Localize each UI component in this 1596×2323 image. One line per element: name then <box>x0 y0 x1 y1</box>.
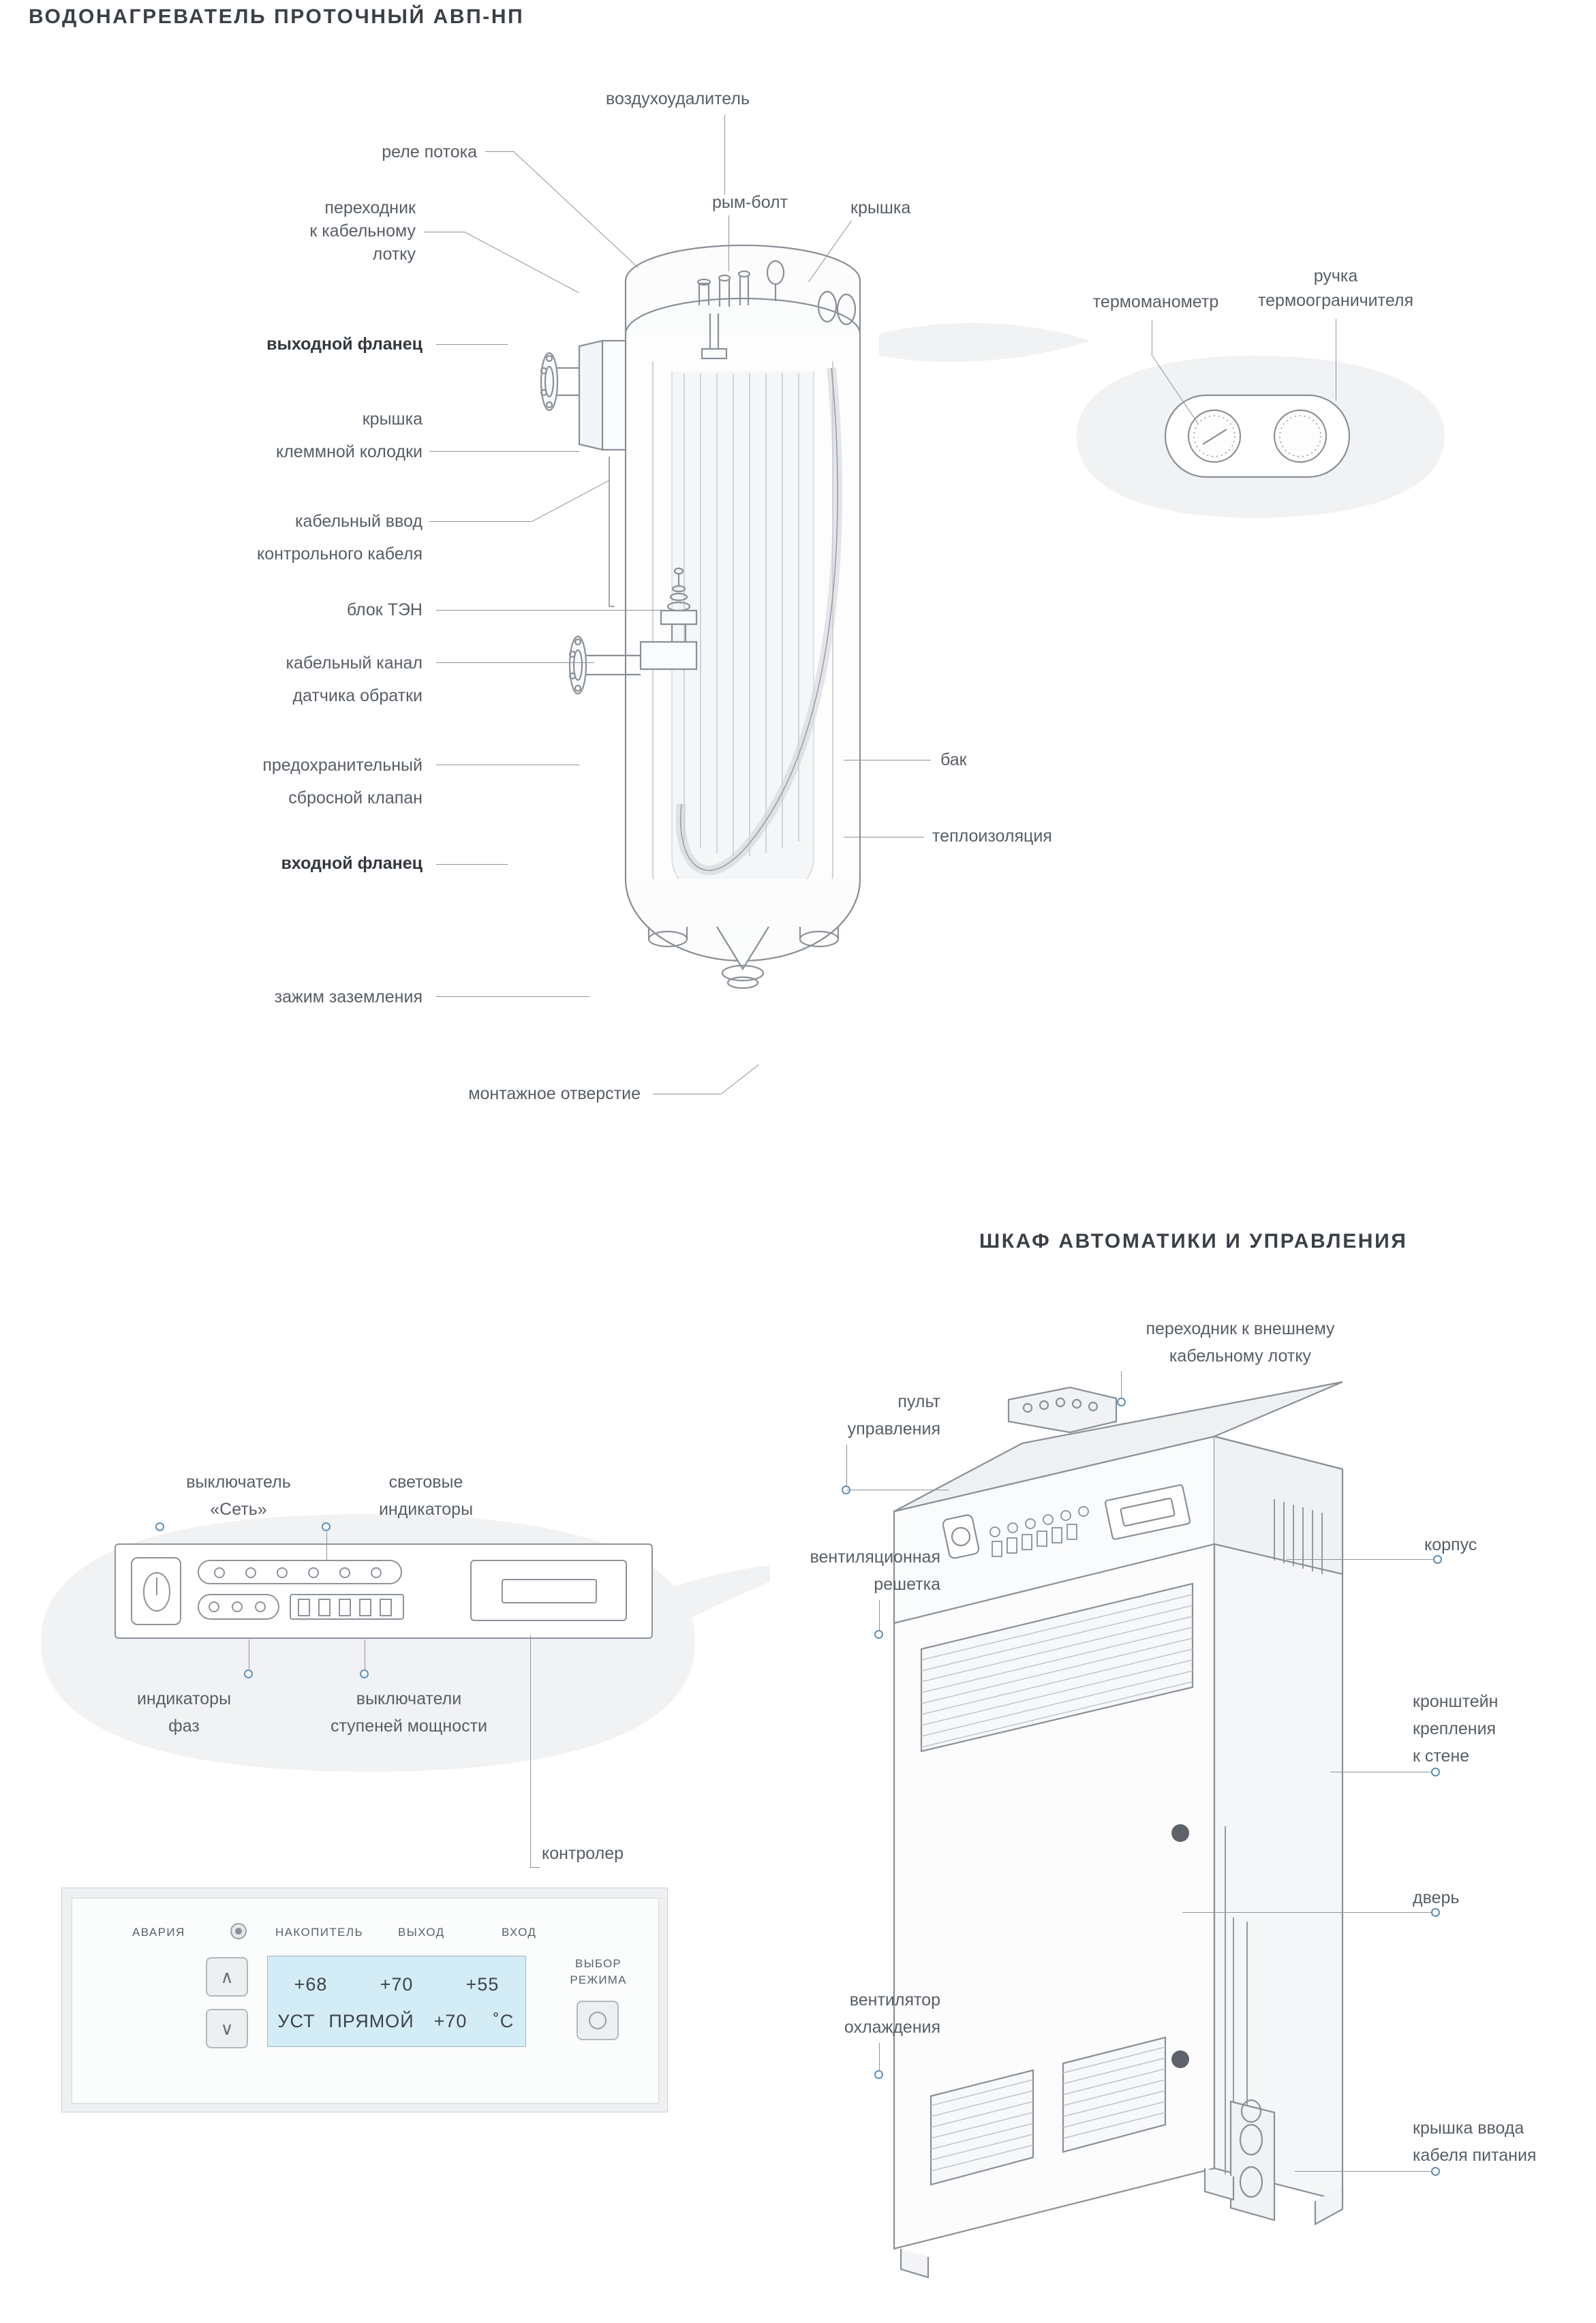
dot-ext-tray-adapter <box>1117 1398 1126 1406</box>
leader-body-h <box>1287 1559 1438 1560</box>
panel-display-screen <box>502 1579 597 1603</box>
label-mains-switch-1: выключатель <box>186 1473 291 1492</box>
label-heating-block: блок ТЭН <box>346 600 423 619</box>
label-phase-indicators-1: индикаторы <box>136 1689 232 1708</box>
label-tray-adapter-1: переходник <box>324 198 416 217</box>
label-controller: контролер <box>542 1844 624 1863</box>
leader-cooling-fan-v <box>879 2043 880 2073</box>
leader-control-panel-v <box>846 1445 847 1487</box>
controller-header-output: ВЫХОД <box>398 1926 445 1939</box>
label-phase-indicators-2: фаз <box>168 1717 200 1736</box>
label-vent-grille-2: решетка <box>874 1575 940 1594</box>
label-control-cable-inlet-1: кабельный ввод <box>294 512 423 531</box>
label-terminal-cover-1: крышка <box>362 410 423 429</box>
label-tray-adapter-2: к кабельному <box>309 221 416 241</box>
label-thermomanometer: термоманометр <box>1092 292 1219 311</box>
indicator-lamp <box>339 1567 350 1578</box>
dot-indicators <box>322 1522 331 1531</box>
phase-indicator <box>255 1601 266 1612</box>
label-cooling-fan-1: вентилятор <box>849 1990 940 2010</box>
leader-controller-h <box>530 1867 540 1868</box>
label-mounting-hole: монтажное отверстие <box>468 1084 641 1103</box>
label-door: дверь <box>1413 1888 1460 1907</box>
label-inlet-flange: входной фланец <box>281 854 423 873</box>
label-return-channel-1: кабельный канал <box>286 653 423 673</box>
label-thermo-knob-1: ручка <box>1313 266 1358 286</box>
label-outlet-flange: выходной фланец <box>266 335 423 354</box>
label-mains-switch-2: «Сеть» <box>210 1500 267 1519</box>
leader-ext-tray-v <box>1121 1371 1122 1401</box>
lcd-setpoint-label: УСТ <box>277 2011 316 2031</box>
label-control-cable-inlet-2: контрольного кабеля <box>256 544 423 564</box>
lcd-values-row <box>268 1974 525 1995</box>
leader-door-h <box>1182 1912 1436 1913</box>
label-insulation: теплоизоляция <box>932 827 1052 846</box>
lcd-input-value: +55 <box>465 1974 500 1995</box>
phase-indicators-group <box>198 1594 279 1620</box>
label-tray-adapter-3: лотку <box>372 245 416 264</box>
leader-flow-relay-h <box>485 151 514 152</box>
dot-body <box>1433 1555 1442 1564</box>
controller-alarm-label: АВАРИЯ <box>132 1926 185 1939</box>
label-safety-valve-2: сбросной клапан <box>288 788 423 807</box>
label-power-steps-1: выключатели <box>356 1689 462 1708</box>
label-eye-bolt: рым-болт <box>712 193 788 212</box>
control-cabinet-illustration <box>865 1356 1452 2296</box>
indicator-lamp <box>277 1567 288 1578</box>
lcd-setpoint-value: +70 <box>433 2011 467 2031</box>
leader-inlet-flange <box>436 864 508 865</box>
power-step-switch[interactable] <box>359 1599 371 1616</box>
label-air-vent: воздухоудалитель <box>605 89 750 108</box>
lcd-storage-value: +68 <box>294 1974 328 1995</box>
controller-lcd <box>267 1956 526 2047</box>
panel-display <box>470 1560 627 1621</box>
power-step-switch[interactable] <box>339 1599 351 1616</box>
up-button[interactable] <box>206 1957 248 1997</box>
alarm-indicator <box>230 1923 247 1939</box>
callout-connector <box>872 293 1097 429</box>
dot-vent-grille <box>874 1630 883 1639</box>
leader-air-vent <box>724 114 725 195</box>
label-wall-bracket-2: крепления <box>1413 1719 1497 1738</box>
label-tank: бак <box>940 750 967 769</box>
mode-button-label-2: РЕЖИМА <box>570 1973 627 1986</box>
leader-heating-block <box>436 610 678 611</box>
power-step-switch[interactable] <box>318 1599 331 1616</box>
label-wall-bracket-3: к стене <box>1413 1747 1470 1766</box>
label-body: корпус <box>1424 1535 1477 1554</box>
control-panel-detail <box>114 1543 653 1639</box>
leader-power-cover-h <box>1295 2171 1437 2172</box>
leader-vent-grille-v <box>879 1600 880 1633</box>
label-control-panel-2: управления <box>847 1419 940 1439</box>
lcd-unit: ˚С <box>493 2011 515 2031</box>
indicator-lamp <box>371 1567 382 1578</box>
label-ground-clamp: зажим заземления <box>274 987 423 1006</box>
indicator-lamps-group <box>198 1560 402 1584</box>
label-thermo-knob-2: термоограничителя <box>1257 291 1414 310</box>
controller-header-input: ВХОД <box>502 1926 537 1939</box>
thermomanometer-callout <box>1063 313 1540 600</box>
phase-indicator <box>209 1601 219 1612</box>
leader-controller-v <box>530 1635 531 1867</box>
power-step-switch[interactable] <box>380 1599 392 1616</box>
label-vent-grille-1: вентиляционная <box>810 1548 940 1567</box>
label-flow-relay: реле потока <box>382 142 477 161</box>
label-ext-tray-adapter-1: переходник к внешнему <box>1146 1319 1335 1338</box>
leader-terminal-cover <box>429 451 579 452</box>
label-indicators-1: световые <box>388 1473 463 1492</box>
indicator-lamp <box>214 1567 225 1578</box>
chevron-up-icon: ∧ <box>220 1966 234 1987</box>
mains-switch[interactable] <box>131 1557 181 1625</box>
label-indicators-2: индикаторы <box>378 1500 474 1519</box>
lcd-output-value: +70 <box>380 1974 414 1995</box>
label-power-steps-2: ступеней мощности <box>330 1717 488 1736</box>
label-power-cover-2: кабеля питания <box>1413 2146 1537 2165</box>
indicator-lamp <box>308 1567 319 1578</box>
dot-cooling-fan <box>874 2070 883 2079</box>
power-step-switches-group[interactable] <box>290 1594 404 1620</box>
lcd-mode-value: ПРЯМОЙ <box>328 2011 414 2031</box>
leader-control-cable-h <box>429 521 532 522</box>
page-title-cabinet: ШКАФ АВТОМАТИКИ И УПРАВЛЕНИЯ <box>979 1230 1408 1252</box>
label-control-panel-1: пульт <box>897 1392 940 1411</box>
leader-ground-clamp <box>436 996 589 997</box>
mains-switch-knob-icon <box>143 1572 170 1612</box>
dot-wall-bracket <box>1431 1768 1440 1776</box>
mode-select-button[interactable] <box>577 2001 619 2040</box>
mode-button-label-1: ВЫБОР <box>575 1957 621 1970</box>
chevron-down-icon: ∨ <box>220 2018 234 2039</box>
label-cooling-fan-2: охлаждения <box>844 2018 940 2037</box>
leader-indicators <box>326 1532 327 1560</box>
label-return-channel-2: датчика обратки <box>292 686 423 705</box>
label-cover: крышка <box>850 198 911 217</box>
leader-eye-bolt <box>728 215 729 271</box>
dot-door <box>1431 1908 1440 1917</box>
label-terminal-cover-2: клеммной колодки <box>276 442 423 461</box>
lcd-mode-row <box>268 2011 525 2032</box>
controller-header-storage: НАКОПИТЕЛЬ <box>275 1926 364 1939</box>
label-ext-tray-adapter-2: кабельному лотку <box>1169 1347 1312 1366</box>
label-safety-valve-1: предохранительный <box>262 756 423 775</box>
phase-indicator <box>232 1601 243 1612</box>
power-step-switch[interactable] <box>298 1599 310 1616</box>
controller-faceplate <box>72 1898 659 2104</box>
leader-return-channel <box>436 662 594 663</box>
indicator-lamp <box>245 1567 256 1578</box>
label-wall-bracket-1: кронштейн <box>1413 1692 1499 1711</box>
controller-device <box>61 1888 668 2112</box>
leader-outlet-flange <box>436 344 508 345</box>
down-button[interactable] <box>206 2009 248 2048</box>
page-title-heater: ВОДОНАГРЕВАТЕЛЬ ПРОТОЧНЫЙ АВП-НП <box>29 5 525 28</box>
dot-mains-switch <box>155 1522 164 1531</box>
label-power-cover-1: крышка ввода <box>1413 2119 1524 2138</box>
dot-power-cover <box>1431 2167 1440 2176</box>
